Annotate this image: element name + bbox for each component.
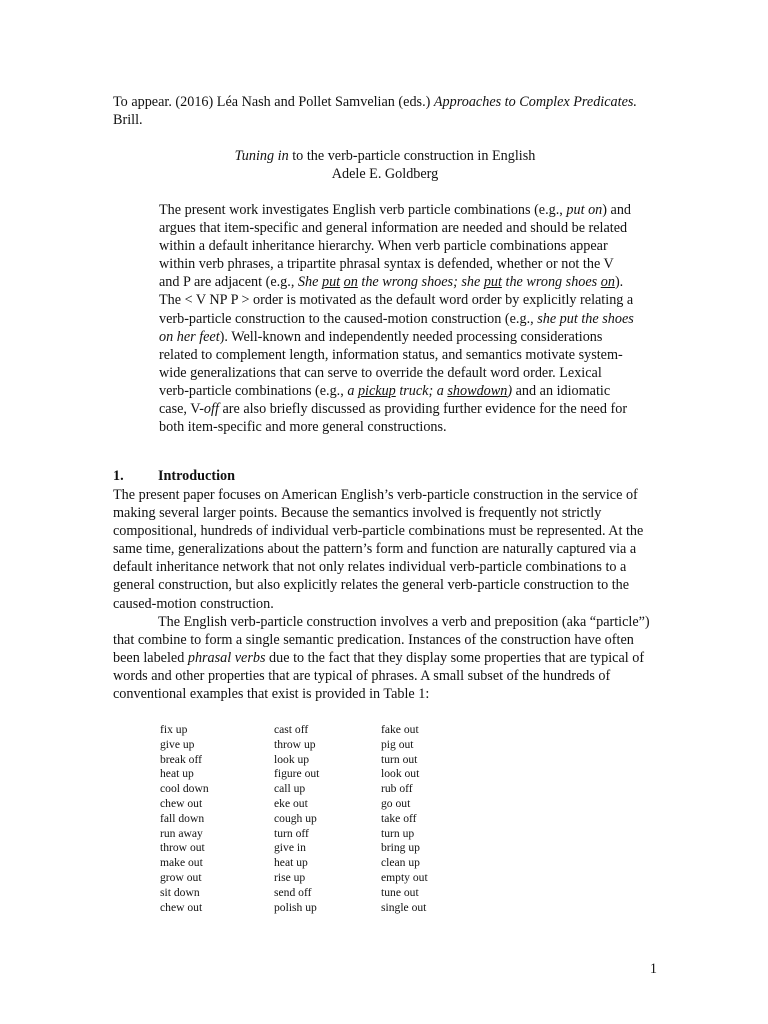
verb-table-cell: turn out	[381, 752, 418, 766]
verb-table-column	[381, 723, 491, 915]
verb-table-cell: figure out	[274, 767, 320, 781]
section-heading	[113, 467, 235, 485]
verb-table-cell: fake out	[381, 723, 419, 736]
paper-author: Adele E. Goldberg	[331, 166, 439, 183]
abstract-text: The present work investigates English verb particle combinations (e.g.,	[159, 202, 567, 218]
verb-table-cell: turn off	[274, 826, 309, 840]
verb-table-cell: fix up	[160, 723, 188, 736]
abstract-example: a pickup truck	[347, 382, 429, 399]
publisher: Brill.	[113, 112, 143, 129]
abstract-example: off	[203, 401, 219, 418]
abstract-text: ; a	[428, 382, 448, 399]
paper-title-italic: Tuning in	[234, 148, 289, 164]
verb-table-cell: fall down	[160, 811, 205, 825]
verb-table-cell: bring up	[381, 841, 420, 855]
intro-paragraph: The present paper focuses on American English’s verb-particle construction in the service of making several larger points. Because the semantics involved is frequently not strictly compositional, hundreds of individual verb-particle combinations must be represented. At the same time, generalizations about the pattern’s form and function are naturally captured via a default inheritance network that not only relates individual verb-particle combinations to a general construction, but also explicitly relates the general verb-particle construction to the caused-motion construction.	[113, 487, 644, 612]
verb-table-cell: turn up	[381, 826, 415, 840]
verb-table-cell: single out	[381, 900, 427, 914]
verb-table-cell: take off	[381, 811, 417, 825]
verb-table-cell: rise up	[274, 870, 306, 884]
paper-title	[113, 147, 657, 165]
abstract-text: ) and argues that item-specific and general information are needed and should be related within a default inheritance hierarchy. When verb particle combinations appear within verb phrases, a tripartite phrasal syntax is defended, whether or not the V and P are adjacent (e.g.,	[159, 202, 632, 291]
verb-table-cell: send off	[274, 885, 312, 899]
intro-paragraph: The English verb-particle construction involves a verb and preposition (aka “particle”) that combine to form a single semantic predication. Instances of the construction have often been labeled phrasal verbs due to the fact that they display some properties that are typical of words and other properties that are typical of phrases. A small subset of the hundreds of conventional examples that exist is provided in Table 1:	[113, 613, 650, 703]
verb-table-column	[274, 723, 384, 915]
verb-table-column	[160, 723, 270, 915]
verb-table-cell: cast off	[274, 723, 309, 736]
verb-table-cell: look up	[274, 752, 310, 766]
verb-table-cell: cool down	[160, 782, 209, 796]
verb-table-cell: chew out	[160, 796, 203, 810]
abstract	[159, 201, 635, 436]
verb-table-cell: call up	[274, 782, 306, 796]
abstract-example: She put on the wrong shoes; she put the wrong shoes on	[297, 274, 615, 291]
verb-table-cell: pig out	[381, 737, 414, 751]
abstract-text: ). Well-known and independently needed processing considerations related to complement length, information status, and semantics motivate system-wide generalizations that can serve to override the default word order. Lexical verb-particle combinations (e.g.,	[159, 328, 623, 399]
book-title: Approaches to Complex Predicates.	[433, 94, 637, 110]
verb-table-cell: throw out	[160, 841, 205, 855]
verb-table-cell: give up	[160, 737, 195, 751]
abstract-example: put on	[566, 202, 603, 218]
verb-table-cell: clean up	[381, 856, 420, 870]
section-number: 1.	[113, 468, 124, 484]
verb-table-cell: rub off	[381, 782, 413, 796]
verb-table-cell: break off	[160, 752, 202, 766]
abstract-example: showdown)	[447, 382, 513, 399]
verb-table-cell: empty out	[381, 870, 428, 884]
verb-table-cell: throw up	[274, 737, 316, 751]
paper-title-rest: to the verb-particle construction in English	[288, 148, 536, 164]
verb-table-cell: run away	[160, 826, 203, 840]
introduction-body	[113, 486, 653, 703]
verb-table-cell: look out	[381, 767, 420, 781]
verb-table-cell: tune out	[381, 885, 419, 899]
section-title: Introduction	[158, 468, 235, 484]
page-number: 1	[649, 961, 657, 977]
verb-table-cell: sit down	[160, 885, 200, 899]
verb-table-cell: make out	[160, 856, 203, 870]
verb-table-cell: cough up	[274, 811, 317, 825]
publication-note-prefix: To appear. (2016) Léa Nash and Pollet Samvelian (eds.)	[113, 94, 434, 110]
paper-title-block	[113, 147, 657, 183]
verb-table-cell: polish up	[274, 900, 317, 914]
verb-table-cell: heat up	[274, 856, 308, 870]
abstract-text: are also briefly discussed as providing further evidence for the need for both item-specific and more general constructions.	[159, 401, 628, 436]
verb-table-cell: go out	[381, 796, 411, 810]
abstract-text: and an idiomatic case, V-	[159, 382, 611, 418]
verb-table-cell: eke out	[274, 796, 308, 810]
verb-table-cell: chew out	[160, 900, 203, 914]
abstract-text: ). The < V NP P > order is motivated as the default word order by explicitly relating a verb-particle construction to the caused-motion construction (e.g.,	[159, 274, 634, 327]
abstract-example: she put the shoes on her feet	[159, 310, 634, 345]
verb-table-cell: grow out	[160, 870, 202, 884]
verb-table-cell: give in	[274, 841, 306, 855]
verb-table-cell: heat up	[160, 767, 194, 781]
publication-note	[113, 93, 643, 129]
